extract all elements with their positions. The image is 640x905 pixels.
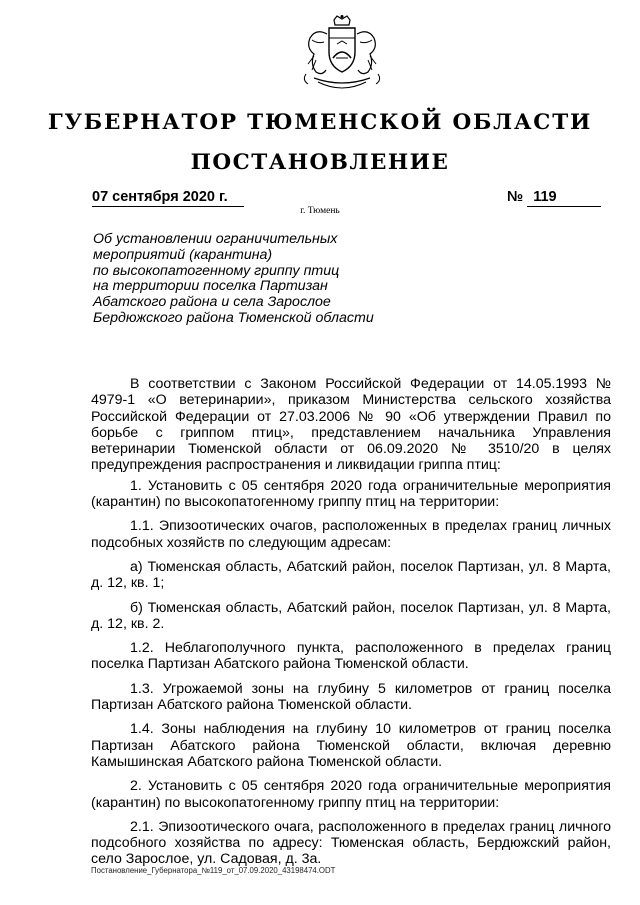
paragraph-item-1-1: 1.1. Эпизоотических очагов, расположенных в пределах границ личных подсобных хозяйств по следующим адресам: (91, 518, 611, 551)
paragraph-item-1-1-a: а) Тюменская область, Абатский район, поселок Партизан, ул. 8 Марта, д. 12, кв. 1; (91, 558, 611, 592)
document-body (91, 376, 611, 876)
number-value: 119 (527, 189, 601, 207)
paragraph-item-1-2: 1.2. Неблагополучного пункта, расположенного в пределах границ поселка Партизан Абатского района Тюменской области. (91, 640, 611, 673)
paragraph-preamble: В соответствии с Законом Российской Федерации от 14.05.1993 № 4979-1 «О ветеринарии», приказом Министерства сельского хозяйства Российской Федерации от 27.03.2006 № 90 «Об утверждении Правил по борьбе с гриппом птиц», представлением начальника Управления ветеринарии Тюменской области от 06.09.2020 № 3510/20 в целях предупреждения распространения и ликвидации гриппа птиц: (91, 376, 611, 474)
document-city: г. Тюмень (300, 206, 340, 216)
paragraph-item-1-1-b: б) Тюменская область, Абатский район, поселок Партизан, ул. 8 Марта, д. 12, кв. 2. (91, 599, 611, 632)
paragraph-item-1-3: 1.3. Угрожаемой зоны на глубину 5 километров от границ поселка Партизан Абатского района Тюменской области. (91, 680, 611, 714)
number-sign: № (507, 189, 524, 205)
document-subject (93, 232, 393, 327)
subject-line: Бердюжского района Тюменской области (93, 309, 374, 326)
document-date: 07 сентября 2020 г. (92, 189, 244, 207)
subject-line: мероприятий (карантина) (93, 246, 273, 263)
subject-line: на территории поселка Партизан (93, 278, 328, 295)
file-name-footer: Постановление_Губернатора_№119_от_07.09.2020_43198474.ODT (91, 866, 336, 875)
subject-line: Об установлении ограничительных (93, 231, 338, 247)
coat-of-arms-icon (296, 14, 388, 98)
document-number (507, 189, 603, 207)
paragraph-item-1: 1. Установить с 05 сентября 2020 года ограничительные мероприятия (карантин) по высокопатогенному гриппу птиц на территории: (91, 477, 611, 511)
subject-line: по высокопатогенному гриппу птиц (93, 262, 340, 279)
paragraph-item-1-4: 1.4. Зоны наблюдения на глубину 10 километров от границ поселка Партизан Абатского района Тюменской области, включая деревню Камышинская Абатского района Тюменской области. (91, 721, 611, 770)
document-type: ПОСТАНОВЛЕНИЕ (190, 150, 450, 175)
paragraph-item-2: 2. Установить с 05 сентября 2020 года ограничительные мероприятия (карантин) по высокопатогенному гриппу птиц на территории: (91, 778, 611, 811)
governor-title: ГУБЕРНАТОР ТЮМЕНСКОЙ ОБЛАСТИ (47, 110, 593, 135)
subject-line: Абатского района и села Зарослое (93, 294, 331, 311)
paragraph-item-2-1: 2.1. Эпизоотического очага, расположенного в пределах границ личного подсобного хозяйства по адресу: Тюменская область, Бердюжский район, село Зарослое, ул. Садовая, д. 3а. (91, 818, 611, 868)
